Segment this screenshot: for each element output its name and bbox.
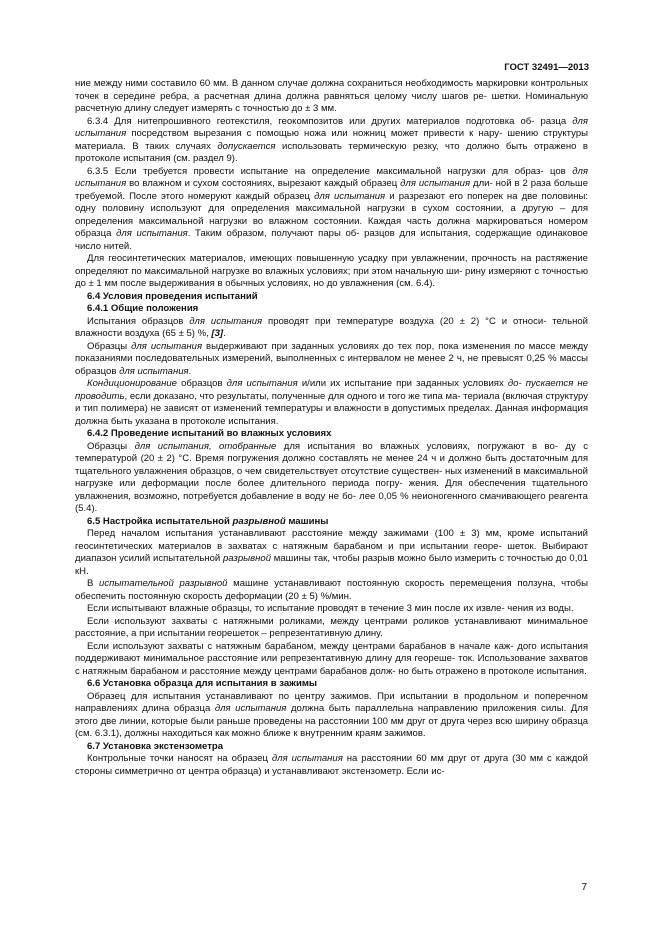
paragraph: ние между ними составило 60 мм. В данном случае должна сохраниться необходимость маркировки контрольных точек в середине ребра, а расчетная длина должна равняться целому числу шагов ре- шетки. Номинальную расчетную длину следует измерять с точностью до ± 3 мм. [75,78,588,114]
paragraph: Образец для испытания устанавливают по центру зажимов. При испытании в продольном и поперечном направлениях длина образца для испытания должна быть параллельна направлению приложения силы. Для этого две линии, которые были раньше проведены на расстоянии 100 мм друг от друга через всю ширину образца (см. 6.3.1), должны находиться как можно ближе к внутренним краям зажимов. [75,690,589,739]
paragraph: Для геосинтетических материалов, имеющих повышенную усадку при увлажнении, прочность на растяжение определяют по максимальной нагрузке во влажных условиях; при этом начальную ши- рину измеряют с точностью до ± 1 мм после выдерживания в обычных условиях, но до увлажнения (см. 6.4). [75,253,588,289]
paragraph: 6.3.4 Для нитепрошивного геотекстиля, геокомпозитов или других материалов подготовка об- разца для испытания посредством вырезания с помощью ножа или ножниц может привести к нару- шению структуры материала. В таких случаях допускается использовать термическую резку, что должно быть отражено в протоколе испытания (см. раздел 9). [75,115,588,164]
section-heading: 6.4.1 Общие положения [87,303,199,314]
paragraph: Контрольные точки наносят на образец для испытания на расстоянии 60 мм друг от друга (30 мм с каждой стороны симметрично от центра образца) и устанавливают экстензометр. Если ис- [75,753,589,777]
paragraph: Если испытывают влажные образцы, то испытание проводят в течение 3 мин после их извле- чения из воды. [87,603,574,614]
paragraph: 6.3.5 Если требуется провести испытание на определение максимальной нагрузки для образ- цов для испытания во влажном и сухом состояниях, вырезают каждый образец для испытания дли- ной в 2 раза больше требуемой. После этого номеруют каждый образец для испытания и разрезают его поперек на две половины: одну половину используют для определения максимальной нагрузки в сухом состоянии, а другую – для определения максимальной нагрузки во влажном состоянии. Каждая часть должна маркироваться номером образца для испытания. Таким образом, получают пары об- разцов для испытания, содержащие одинаковое число нитей. [75,165,588,252]
paragraph: Образцы для испытания, отобранные для испытания во влажных условиях, погружают в во- ду с температурой (20 ± 2) °С. Время погружения должно составлять не менее 24 ч и должно быть достаточным для тщательного увлажнения образцов, о чем свидетельствует отсутствие существен- ных изменений в максимальной нагрузке или деформации после более длительного периода погру- жения. Для обеспечения тщательного увлажнения, возможно, потребуется добавление в воду не бо- лее 0,05 % неионогенного смачивающего реагента (5.4). [75,440,588,514]
document-header: ГОСТ 32491—2013 [504,62,589,73]
paragraph: Если используют захваты с натяжным барабаном, между центрами барабанов в начале каж- дого испытания поддерживают минимальное расстояние или репрезентативную длину для геореше- ток. Использование захватов с натяжным барабаном и расстояние между центрами барабанов долж- но быть отражено в протоколе испытания. [75,640,588,677]
paragraph: Кондиционирование образцов для испытания и/или их испытание при заданных условиях до- пускается не проводить, если доказано, что результаты, полученные для одного и того же типа ма- териала (включая структуру и тип полимера) не зависят от изменений температуры и влажности в допустимых пределах. Данная информация должна быть указана в протоколе испытания. [75,378,588,427]
paragraph: Если используют захваты с натяжными роликами, между центрами роликов устанавливают минимальное расстояние, а при испытании георешеток – репрезентативную длину. [75,615,588,639]
section-heading: 6.7 Установка экстензометра [87,740,224,752]
section-heading: 6.4.2 Проведение испытаний во влажных условиях [87,428,332,439]
paragraph: Образцы для испытания выдерживают при заданных условиях до тех пор, пока изменения по массе между показаниями последовательных измерений, выполненных с интервалом не менее 2 ч, не превысят 0,25 % массы образцов для испытания. [75,340,588,377]
document-body [75,78,588,778]
section-heading: 6.5 Настройка испытательной разрывной машины [87,515,329,527]
section-heading: 6.4 Условия проведения испытаний [87,290,258,302]
page-number: 7 [581,882,587,893]
paragraph: Испытания образцов для испытания проводят при температуре воздуха (20 ± 2) °С и относи- тельной влажности воздуха (65 ± 5) %, [3]. [75,315,588,339]
paragraph: Перед началом испытания устанавливают расстояние между зажимами (100 ± 3) мм, кроме испытаний геосинтетических материалов в захватах с натяжным барабаном и при испытании георе- шеток. Выбирают диапазон усилий испытательной разрывной машины так, чтобы разрыв можно было измерить с точностью до 0,01 кН. [75,528,588,577]
paragraph: В испытательной разрывной машине устанавливают постоянную скорость перемещения ползуна, чтобы обеспечить постоянную скорость деформации (20 ± 5) %/мин. [75,578,588,602]
section-heading: 6.6 Установка образца для испытания в зажимы [87,678,318,689]
